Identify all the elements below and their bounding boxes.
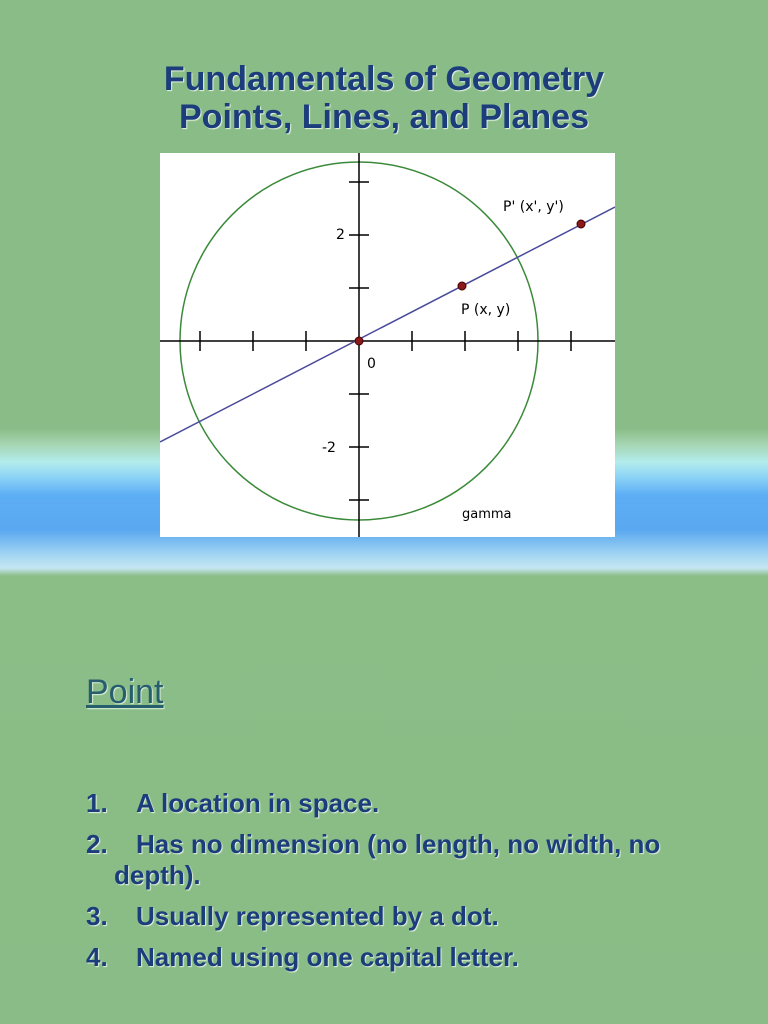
title-line-2: Points, Lines, and Planes: [179, 98, 589, 136]
list-item-number: 1.: [86, 788, 108, 818]
point-p: [458, 282, 466, 290]
section-heading-point: Point: [86, 673, 164, 711]
geometry-figure: [160, 153, 615, 537]
list-item: [86, 788, 746, 819]
list-item-text: Usually represented by a dot.: [136, 901, 499, 931]
slide-title: [0, 60, 768, 136]
point-p-prime-label: P' (x', y'): [503, 199, 564, 215]
point-properties-list: [86, 788, 746, 983]
point-p-prime: [577, 220, 585, 228]
y-label-neg2: -2: [322, 440, 336, 456]
list-item-number: 4.: [86, 942, 108, 972]
list-item-text: Named using one capital letter.: [136, 942, 519, 972]
point-p-label: P (x, y): [461, 302, 511, 318]
origin-point: [355, 337, 363, 345]
line-through-origin: [160, 207, 615, 442]
list-item: [86, 829, 746, 891]
coordinate-plane: [160, 153, 615, 537]
list-item-text: Has no dimension (no length, no width, no depth).: [114, 829, 661, 890]
list-item-number: 3.: [86, 901, 108, 931]
list-item: [86, 901, 746, 932]
circle-label: gamma: [462, 507, 512, 522]
origin-label: 0: [367, 356, 376, 372]
list-item-number: 2.: [86, 829, 108, 859]
y-label-2: 2: [336, 227, 345, 243]
list-item-text: A location in space.: [136, 788, 380, 818]
list-item: [86, 942, 746, 973]
title-line-1: Fundamentals of Geometry: [163, 60, 605, 98]
